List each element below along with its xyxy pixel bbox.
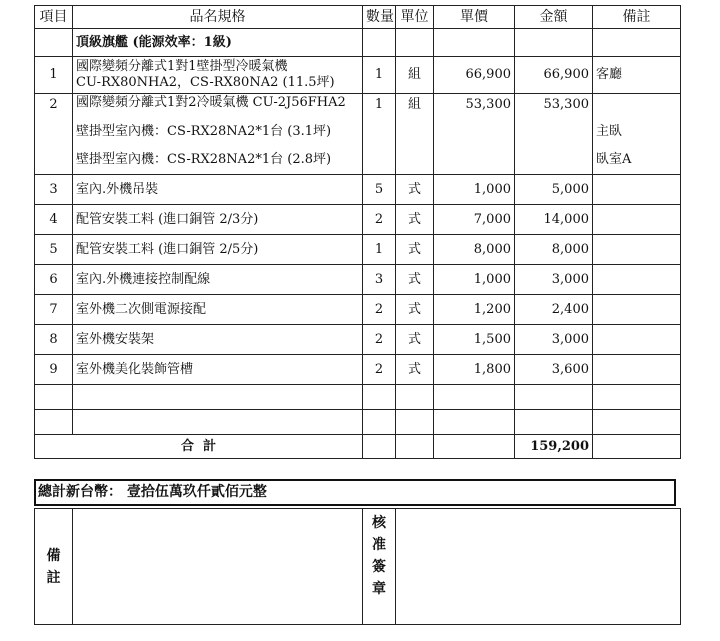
empty-cell xyxy=(363,410,396,435)
item-qty: 2 xyxy=(363,205,396,235)
empty-cell xyxy=(363,385,396,410)
table-row xyxy=(35,295,681,325)
item-amount: 5,000 xyxy=(515,175,593,205)
empty-cell xyxy=(396,385,434,410)
header-name: 品名規格 xyxy=(73,6,363,29)
item-number: 5 xyxy=(35,235,73,265)
item-remark-line: 臥室A xyxy=(596,152,632,167)
empty-cell xyxy=(73,385,363,410)
item-price: 1,000 xyxy=(434,175,515,205)
item-qty: 1 xyxy=(363,94,396,175)
item-qty: 1 xyxy=(363,57,396,94)
item-remark xyxy=(593,205,681,235)
item-unit: 組 xyxy=(396,57,434,94)
item-number: 7 xyxy=(35,295,73,325)
table-row xyxy=(35,94,681,175)
item-unit: 式 xyxy=(396,175,434,205)
empty-cell xyxy=(396,435,434,459)
item-amount: 53,300 xyxy=(515,94,593,175)
item-unit: 組 xyxy=(396,94,434,175)
item-name-line: 國際變頻分離式1對1壁掛型冷暖氣機 xyxy=(76,59,288,74)
item-number: 1 xyxy=(35,57,73,94)
item-unit: 式 xyxy=(396,265,434,295)
item-name-line: 國際變頻分離式1對2冷暖氣機 CU-2J56FHA2 xyxy=(76,95,346,110)
item-unit: 式 xyxy=(396,295,434,325)
item-remark xyxy=(593,175,681,205)
item-price: 8,000 xyxy=(434,235,515,265)
notes-table xyxy=(34,508,681,625)
approve-label: 核 准 簽 章 xyxy=(363,509,396,625)
header-price: 單價 xyxy=(434,6,515,29)
item-amount: 66,900 xyxy=(515,57,593,94)
item-name-line: 壁掛型室內機：CS-RX28NA2*1台 (3.1坪) xyxy=(76,124,332,139)
item-name: 室外機安裝架 xyxy=(73,325,363,355)
item-unit: 式 xyxy=(396,325,434,355)
empty-cell xyxy=(35,385,73,410)
item-number: 4 xyxy=(35,205,73,235)
table-row xyxy=(35,325,681,355)
empty-row xyxy=(35,410,681,435)
item-price: 1,500 xyxy=(434,325,515,355)
item-amount: 8,000 xyxy=(515,235,593,265)
empty-cell xyxy=(434,435,515,459)
table-row xyxy=(35,175,681,205)
item-name xyxy=(73,57,363,94)
item-remark-line xyxy=(596,94,677,118)
empty-cell xyxy=(515,385,593,410)
item-number: 9 xyxy=(35,355,73,385)
item-name xyxy=(73,94,363,175)
notes-label: 備 註 xyxy=(35,509,73,625)
table-row xyxy=(35,265,681,295)
item-name-line: CU-RX80NHA2，CS-RX80NA2 (11.5坪) xyxy=(76,75,335,90)
item-name: 配管安裝工料 (進口銅管 2/3分) xyxy=(73,205,363,235)
item-amount: 3,000 xyxy=(515,325,593,355)
item-name: 配管安裝工料 (進口銅管 2/5分) xyxy=(73,235,363,265)
item-qty: 2 xyxy=(363,295,396,325)
item-remark xyxy=(593,94,681,175)
item-remark xyxy=(593,235,681,265)
item-remark xyxy=(593,325,681,355)
empty-cell xyxy=(434,385,515,410)
item-name: 室外機美化裝飾管槽 xyxy=(73,355,363,385)
empty-cell xyxy=(35,410,73,435)
total-amount: 159,200 xyxy=(515,435,593,459)
item-name: 室內.外機吊裝 xyxy=(73,175,363,205)
item-name: 室內.外機連接控制配線 xyxy=(73,265,363,295)
item-unit: 式 xyxy=(396,235,434,265)
item-unit: 式 xyxy=(396,355,434,385)
table-row xyxy=(35,57,681,94)
section-row xyxy=(35,29,681,57)
item-qty: 2 xyxy=(363,355,396,385)
empty-cell xyxy=(73,410,363,435)
item-qty: 2 xyxy=(363,325,396,355)
item-number: 2 xyxy=(35,94,73,175)
item-price: 7,000 xyxy=(434,205,515,235)
empty-cell xyxy=(363,435,396,459)
total-label: 合 計 xyxy=(35,435,363,459)
approve-area xyxy=(396,509,681,625)
quotation-table xyxy=(34,5,681,459)
item-price: 53,300 xyxy=(434,94,515,175)
item-number: 6 xyxy=(35,265,73,295)
table-row xyxy=(35,355,681,385)
item-remark: 客廳 xyxy=(593,57,681,94)
header-qty: 數量 xyxy=(363,6,396,29)
item-amount: 2,400 xyxy=(515,295,593,325)
grand-total-text: 總計新台幣： 壹拾伍萬玖仟貳佰元整 xyxy=(34,479,676,506)
item-qty: 3 xyxy=(363,265,396,295)
notes-area xyxy=(73,509,363,625)
empty-cell xyxy=(593,385,681,410)
table-row xyxy=(35,205,681,235)
empty-cell xyxy=(396,410,434,435)
item-amount: 14,000 xyxy=(515,205,593,235)
header-amount: 金額 xyxy=(515,6,593,29)
item-number: 8 xyxy=(35,325,73,355)
header-unit: 單位 xyxy=(396,6,434,29)
item-remark-line: 主臥 xyxy=(596,124,623,139)
item-qty: 1 xyxy=(363,235,396,265)
empty-row xyxy=(35,385,681,410)
item-qty: 5 xyxy=(363,175,396,205)
item-number: 3 xyxy=(35,175,73,205)
item-unit: 式 xyxy=(396,205,434,235)
item-remark xyxy=(593,295,681,325)
total-row xyxy=(35,435,681,459)
item-remark xyxy=(593,265,681,295)
empty-cell xyxy=(593,435,681,459)
item-price: 66,900 xyxy=(434,57,515,94)
item-price: 1,200 xyxy=(434,295,515,325)
item-name-line: 壁掛型室內機：CS-RX28NA2*1台 (2.8坪) xyxy=(76,152,332,167)
header-remark: 備註 xyxy=(593,6,681,29)
empty-cell xyxy=(515,410,593,435)
empty-cell xyxy=(434,410,515,435)
item-remark xyxy=(593,355,681,385)
table-row xyxy=(35,235,681,265)
item-price: 1,000 xyxy=(434,265,515,295)
empty-cell xyxy=(593,410,681,435)
item-amount: 3,000 xyxy=(515,265,593,295)
header-row xyxy=(35,6,681,29)
header-item: 項目 xyxy=(35,6,73,29)
item-price: 1,800 xyxy=(434,355,515,385)
section-title: 頂級旗艦 (能源效率：1級) xyxy=(73,29,363,57)
item-name: 室外機二次側電源接配 xyxy=(73,295,363,325)
item-amount: 3,600 xyxy=(515,355,593,385)
